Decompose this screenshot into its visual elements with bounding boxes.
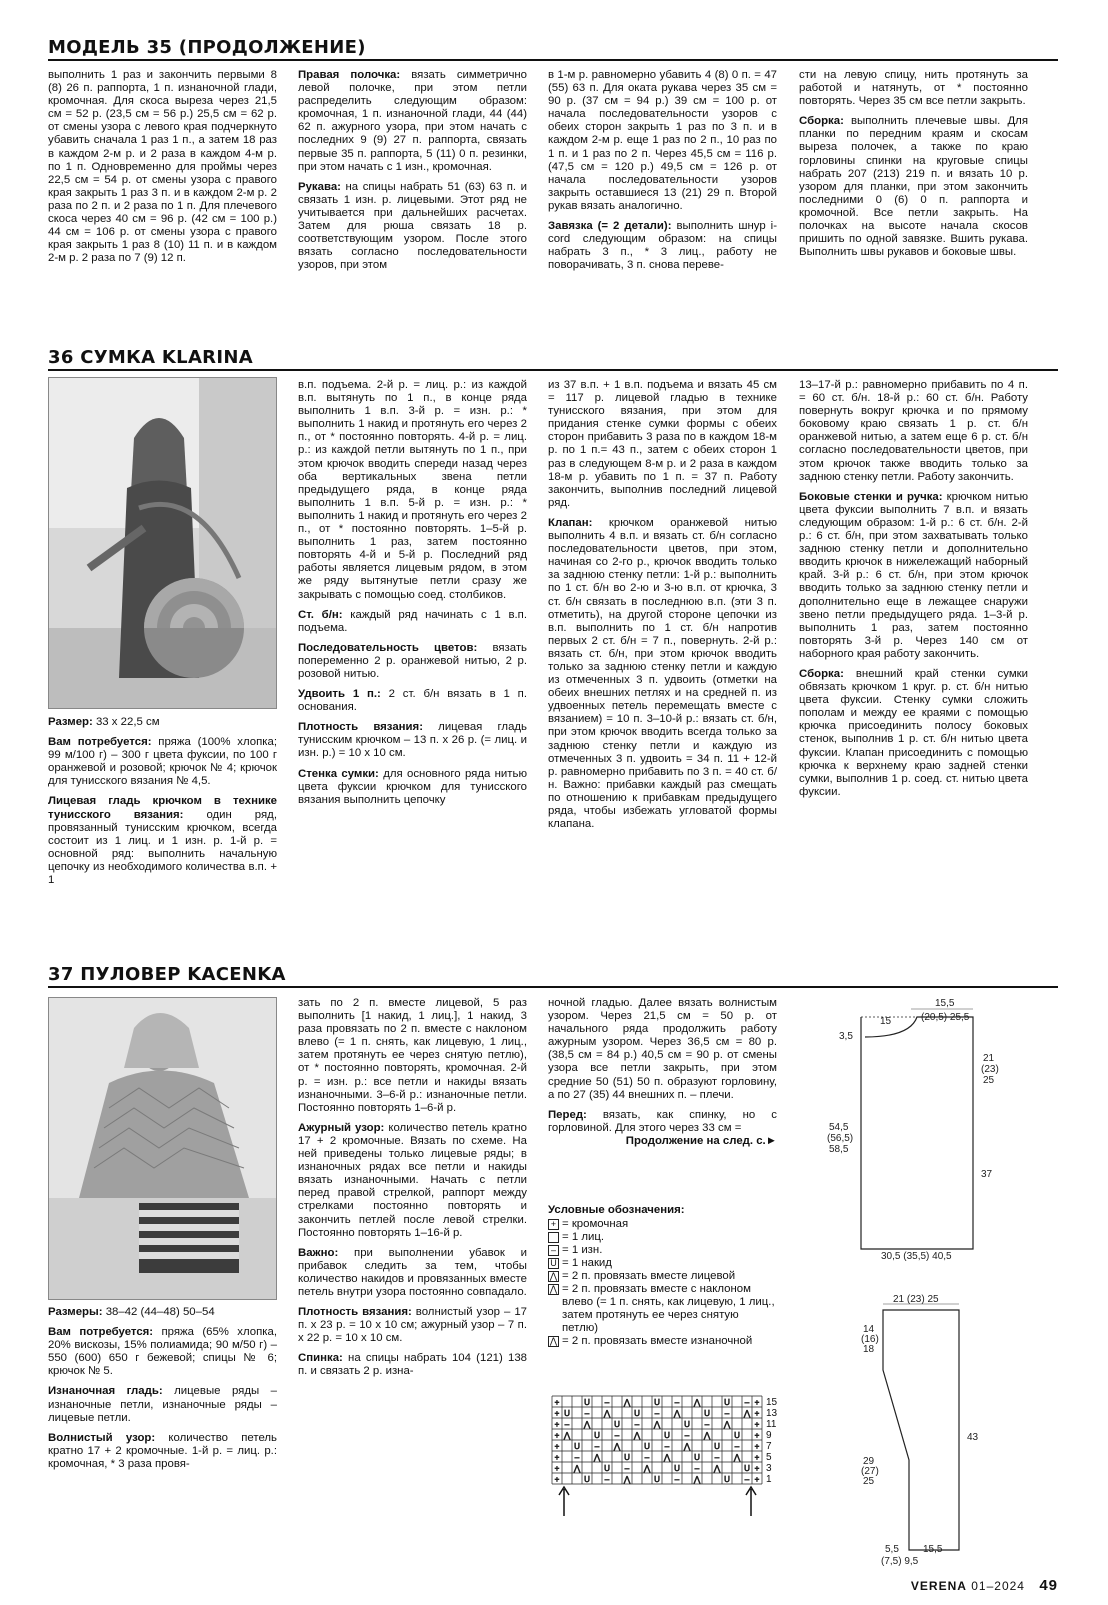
chart-cell-symbol: ⋀: [563, 1431, 571, 1440]
chart-cell-symbol: U: [604, 1464, 610, 1473]
dim-armhole-1: 21: [983, 1053, 995, 1064]
dim-cap-2: (16): [861, 1334, 879, 1345]
chart-cell-symbol: +: [754, 1453, 760, 1462]
chart-cell-symbol: ⋀: [623, 1475, 631, 1484]
s37-important-text: при выполнении убавок и прибавок следить за тем, чтобы количество накидов и провязанных вместе петель внутри узора постоянно совпадало.: [298, 1246, 527, 1298]
chart-cell-symbol: +: [754, 1431, 760, 1440]
legend-item-k2tog: [548, 1270, 777, 1283]
s36-size-heading: Размер:: [48, 716, 93, 728]
chart-cell-symbol: ⋀: [623, 1398, 631, 1407]
dim-body: 37: [981, 1169, 993, 1180]
chart-cell-symbol: –: [674, 1475, 680, 1484]
s36-materials-heading: Вам потребуется:: [48, 736, 152, 749]
dim-neck-depth: 3,5: [839, 1031, 853, 1042]
chart-cell-symbol: U: [694, 1453, 700, 1462]
chart-cell-symbol: –: [724, 1409, 730, 1418]
chart-cell-symbol: ⋀: [713, 1464, 721, 1473]
chart-cell-symbol: +: [754, 1442, 760, 1451]
s36-wall-continued: из 37 в.п. + 1 в.п. подъема и вязать 45 см = 117 р. лицевой гладью в технике тунисского вязания, при этом для придания стенке сумки формы с обеих сторон прибавить 3 раза по в каждом 18-м р. по 1 п.= 43 п., затем с обеих сторон 1 раз в следующем 8-м р. и 2 раза в каждом 18-м р. убавить по 1 п. = 37 п. Работу закончить, выполнив последний лицевой ряд.: [548, 379, 777, 509]
chart-row-label: 15: [766, 1397, 778, 1408]
p2tog-icon: ⋀: [549, 1336, 558, 1346]
chart-cell-symbol: –: [594, 1442, 600, 1451]
page-number: 49: [1039, 1577, 1058, 1594]
chart-legend: [548, 1204, 777, 1348]
chart-cell-symbol: U: [614, 1420, 620, 1429]
chart-cell-symbol: U: [734, 1431, 740, 1440]
s35-tie-text: выполнить шнур i-cord следующим образом: на спицы набрать 3 п., * 3 лиц., работу не поворачивать, 3 п. снова переве-: [548, 220, 777, 272]
s36-double-text: 2 ст. б/н вязать в 1 п. основания.: [298, 688, 527, 714]
chart-cell-symbol: –: [574, 1453, 580, 1462]
s36-double-heading: Удвоить 1 п.:: [298, 688, 381, 701]
s36-assembly-text: внешний край стенки сумки обвязать крючком 1 круг. р. ст. б/н нитью цвета фуксии. Стенку сумки сложить пополам и между ее краями с помощью крючка присоединить полосу боковых стенок, выполнив 1 р. ст. б/н нитью цвета фуксии. Клапан присоединить с помощью крючка к верхнему краю задней стенки сумки, выполнив 1 р. соед. ст. нитью цвета фуксии.: [799, 667, 1028, 798]
chart-cell-symbol: U: [684, 1420, 690, 1429]
bag-photo-illustration: [49, 378, 277, 709]
s37-important-heading: Важно:: [298, 1246, 339, 1259]
chart-cell-symbol: ⋀: [683, 1442, 691, 1451]
s37-front-text: вязать, как спинку, но с горловиной. Для этого через 33 см =: [548, 1108, 777, 1134]
legend-text: = 2 п. провязать вместе с наклоном влево (= 1 п. снять, как лицевую, 1 лиц., затем протянуть ее через снятую петлю): [562, 1283, 775, 1334]
pullover-model-photo: [48, 997, 277, 1300]
chart-row-label: 7: [766, 1441, 772, 1452]
section-rule: [48, 59, 1058, 61]
s36-assembly-heading: Сборка:: [799, 667, 844, 680]
chart-cell-symbol: +: [554, 1464, 560, 1473]
chart-cell-symbol: U: [594, 1431, 600, 1440]
s37-lace-text: количество петель кратно 17 + 2 кромочные. Вязать по схеме. На ней приведены только лицевые ряды; в изнаночных рядах все петли и накиды вязать изнаночными. Начать с петли перед правой стрелкой, раппорт между стрелками постоянно повторять и закончить петлей после левой стрелки. Постоянно повторять 1–16-й р.: [298, 1121, 527, 1239]
chart-cell-symbol: ⋀: [653, 1420, 661, 1429]
dim-lower-3: 25: [863, 1476, 875, 1487]
legend-text: = 1 лиц.: [562, 1231, 605, 1243]
legend-text: = 2 п. провязать вместе изнаночной: [562, 1335, 753, 1347]
chart-cell-symbol: U: [564, 1409, 570, 1418]
chart-cell-symbol: U: [674, 1464, 680, 1473]
s35-tie-continued: сти на левую спицу, нить протянуть за работой и натянуть, от * постоянно повторять. Через 35 см все петли закрыть.: [799, 69, 1028, 108]
chart-row-label: 13: [766, 1408, 778, 1419]
chart-cell-symbol: –: [584, 1409, 590, 1418]
dim-shoulder-sizes: (20,5) 25,5: [921, 1012, 970, 1023]
chart-cell-symbol: ⋀: [573, 1464, 581, 1473]
dim-cuff-3: (7,5) 9,5: [881, 1556, 919, 1567]
section-title-pullover-kacenka: 37 ПУЛОВЕР KACENKA: [48, 964, 286, 985]
s37-reverse-stst-heading: Изнаночная гладь:: [48, 1385, 163, 1398]
s37-lace-heading: Ажурный узор:: [298, 1121, 385, 1134]
s37-column-3: [548, 997, 777, 1195]
chart-cell-symbol: ⋀: [593, 1453, 601, 1462]
legend-text: = 2 п. провязать вместе лицевой: [562, 1270, 736, 1282]
chart-cell-symbol: –: [654, 1409, 660, 1418]
chart-cell-symbol: ⋀: [673, 1409, 681, 1418]
s35-sleeves-text: на спицы набрать 51 (63) 63 п. и связать 1 изн. р. лицевыми. Этот ряд не учитывается при дальнейших расчетах. Затем для рюша связать 18 р. соответствующим узором. После этого вязать согласно последовательности узоров, при этом: [298, 180, 527, 272]
s35-right-front-heading: Правая полочка:: [298, 69, 401, 81]
s36-flap-continued: 13–17-й р.: равномерно прибавить по 4 п. = 60 ст. б/н. 18-й р.: 60 ст. б/н. Работу повернуть вокруг крючка и по прямому боковому краю связать 1 р. ст. б/н оранжевой нитью, а затем еще 6 р. ст. б/н согласно последовательности цветов, при этом крючок также вводить только за заднюю стенку петли. Работу закончить.: [799, 379, 1028, 483]
ssk-icon: ⋀: [549, 1284, 558, 1294]
chart-cell-symbol: +: [754, 1464, 760, 1473]
dim-sleeve-length: 43: [967, 1432, 979, 1443]
s36-flap-text: крючком оранжевой нитью выполнить 4 в.п. и вязать ст. б/н согласно последовательности цветов, при этом, начиная со 2-го р., крючок вводить только за заднюю стенку петли: 1-й р.: выполнить по 1 ст. б/н во 2-ю и 3-ю в.п. от крючка, 3 ст. б/н связать в последнюю в.п. (эти 3 п. отметить), на другой стороне цепочки из в.п. выполнить по 1 ст. б/н напротив первых 2 ст. б/н = 7 п., повернуть. 2-й р.: вязать ст. б/н, при этом крючок вводить только за заднюю стенку петли и каждую из отмеченных 3 п. удвоить (отметки на обеих внешних петлях и на средней п. из удвоенных петель перемещать вместе с вязанием) = 10 п. 3–10-й р.: вязать ст. б/н, при этом крючок вводить всегда только за заднюю стенку петли и каждую из отмеченных 3 п. удвоить = 34 п. 11 + 12-й р. равномерно прибавить по 3 п. = 40 ст. б/н. Важно: прибавки каждый раз смещать по отношению к прибавкам предыдущего ряда, чтобы избежать угловатой формы клапана.: [548, 516, 777, 831]
s37-materials-text: пряжа (65% хлопка, 20% вискозы, 15% полиамида; 90 м/50 г) – 550 (600) 650 г бежевой; спицы № 6; крючок № 5.: [48, 1326, 277, 1378]
lace-pattern-chart: [548, 1393, 788, 1518]
chart-cell-symbol: –: [744, 1398, 750, 1407]
chart-cell-symbol: –: [704, 1420, 710, 1429]
s35-sleeves-continued: в 1-м р. равномерно убавить 4 (8) 0 п. = 47 (55) 63 п. Для оката рукава через 35 см = 90 р. (37 см = 94 р.) 39 см = 100 р. от начала последовательности узоров с обеих сторон закрыть 1 раз по 3 п. и в каждом 2-м р. еще 1 раз по 2 п., 10 раз по 1 п. и 1 раз по 2 п. Через 45,5 см = 116 р. (47,5 см = 120 р.) 49,5 см = 126 р. от начала последовательности узоров закрыть оставшиеся 13 (21) 29 п. Второй рукав вязать аналогично.: [548, 69, 777, 212]
legend-item-knit: [548, 1231, 777, 1244]
chart-row-label: 9: [766, 1430, 772, 1441]
s36-colors-text: вязать попеременно 2 р. оранжевой нитью, 2 р. розовой нитью.: [298, 641, 527, 680]
chart-cell-symbol: –: [604, 1398, 610, 1407]
s37-wave-heading: Волнистый узор:: [48, 1431, 156, 1444]
dim-length-2: (56,5): [827, 1133, 854, 1144]
sleeve-schematic: [825, 1280, 1025, 1570]
chart-cell-symbol: ⋀: [583, 1420, 591, 1429]
s37-sizes-text: 38–42 (44–48) 50–54: [102, 1306, 215, 1318]
section-title-bag-klarina: 36 СУМКА KLARINA: [48, 347, 253, 368]
chart-end-arrow-icon: [746, 1487, 756, 1516]
s37-wave-text: количество петель кратно 17 + 2 кромочные. 1-й р. = лиц. р.: кромочная, * 3 раза провя-: [48, 1431, 277, 1470]
dim-length-3: 58,5: [829, 1144, 849, 1155]
dim-cuff-2: 15,5: [923, 1544, 943, 1555]
dim-armhole-2: (23): [981, 1064, 999, 1075]
s37-sizes-heading: Размеры:: [48, 1306, 103, 1318]
chart-row-label: 5: [766, 1452, 772, 1463]
chart-cell-symbol: U: [654, 1398, 660, 1407]
s36-column-2: [298, 379, 527, 944]
s37-column-1: [48, 1306, 277, 1568]
chart-cell-symbol: U: [584, 1475, 590, 1484]
chart-cell-symbol: U: [714, 1442, 720, 1451]
s37-back-continued: ночной гладью. Далее вязать волнистым узором. Через 21,5 см = 50 р. от начального ряда продолжить работу ажурным узором. Через 36,5 см = 80 р. (38,5 см = 84 р.) 40,5 см = 90 р. от смены узора все петли закрыть, при этом средние 50 (51) 50 п. образуют горловину, а по 27 (35) 44 внешних п. – плечи.: [548, 997, 777, 1101]
dim-lower-2: (27): [861, 1466, 879, 1477]
section-title-model-35: МОДЕЛЬ 35 (ПРОДОЛЖЕНИЕ): [48, 37, 366, 58]
legend-text: = 1 изн.: [562, 1244, 603, 1256]
chart-cell-symbol: –: [644, 1453, 650, 1462]
section-rule: [48, 986, 1058, 988]
chart-cell-symbol: +: [554, 1420, 560, 1429]
dim-neck: 15: [880, 1016, 892, 1027]
s35-assembly-heading: Сборка:: [799, 115, 844, 128]
s36-sc-text: каждый ряд начинать с 1 в.п. подъема.: [298, 608, 527, 634]
chart-row-label: 3: [766, 1463, 772, 1474]
yarn-over-icon: U: [548, 1258, 559, 1269]
legend-title: Условные обозначения:: [548, 1204, 685, 1216]
chart-cell-symbol: +: [554, 1442, 560, 1451]
chart-cell-symbol: U: [724, 1398, 730, 1407]
s36-colors-heading: Последовательность цветов:: [298, 641, 478, 654]
s35-text: выполнить 1 раз и закончить первыми 8 (8) 26 п. раппорта, 1 п. изнаночной глади, кромочная. Для скоса выреза через 21,5 см = 52 р. (23,5 см = 56 р.) 25,5 см = 62 р. от смены узора с левого края подчеркнуто убавить сначала 1 раз 1 п., а затем 18 раз в каждом 2-м р. и 2 раза в каждом 4-м р. по 1 п. Одновременно для проймы через 22,5 см = 54 р. от смены узора с правого края закрыть 1 раз 3 п. и в каждом 2-м р. 2 раза по 2 п. и 2 раза по 1 п. Для плечевого скоса через 40 см = 96 р. (42 см = 100 р.) 44 см = 106 р. от смены узора с правого края закрыть 1 раз 8 (10) 11 п. и в каждом 2-м р. 2 раза по 7 (9) 12 п.: [48, 69, 277, 265]
chart-cell-symbol: +: [554, 1431, 560, 1440]
s36-tunisian-heading: Лицевая гладь крючком в технике тунисского вязания:: [48, 795, 277, 821]
pullover-photo-illustration: [49, 998, 277, 1300]
section-rule: [48, 369, 1058, 371]
s35-column-1: [48, 69, 277, 331]
legend-item-p2tog: [548, 1335, 777, 1348]
chart-cell-symbol: +: [554, 1475, 560, 1484]
chart-cell-symbol: +: [554, 1453, 560, 1462]
chart-cell-symbol: U: [634, 1409, 640, 1418]
s36-tunisian-text: один ряд, провязанный тунисским крючком, всегда состоит из 1 лиц. и 1 изн. р. 1-й р. = основной ряд: выполнить начальную цепочку из необходимого количества в.п. + 1: [48, 808, 277, 887]
chart-cell-symbol: +: [554, 1409, 560, 1418]
knit-stitch-icon: [548, 1232, 559, 1243]
chart-cell-symbol: ⋀: [723, 1420, 731, 1429]
chart-cell-symbol: +: [554, 1398, 560, 1407]
chart-cell-symbol: +: [754, 1420, 760, 1429]
chart-cell-symbol: U: [574, 1442, 580, 1451]
dim-shoulder: 15,5: [935, 998, 955, 1009]
s37-back-text: на спицы набрать 104 (121) 138 п. и связать 2 р. изна-: [298, 1352, 527, 1378]
s36-gauge-heading: Плотность вязания:: [298, 721, 423, 734]
page-footer: [911, 1577, 1058, 1594]
chart-cell-symbol: ⋀: [743, 1409, 751, 1418]
s35-column-3: [548, 69, 777, 331]
chart-cell-symbol: ⋀: [663, 1453, 671, 1462]
s35-tie-heading: Завязка (= 2 детали):: [548, 220, 672, 233]
chart-cell-symbol: ⋀: [643, 1464, 651, 1473]
s35-column-4: [799, 69, 1028, 331]
k2tog-icon: ⋀: [549, 1271, 558, 1281]
s35-assembly-text: выполнить плечевые швы. Для планки по передним краям и скосам выреза полочек, а также по краю горловины спинки на круговые спицы набрать 207 (213) 219 п. и вязать 10 р. узором для планки, при этом закончить последними 0 (6) 0 п. раппорта и кромочной. Все петли закрыть. На полочках на высоте начала скосов пришить по одной завязке. Вшить рукава. Выполнить швы рукавов и боковые швы.: [799, 115, 1028, 259]
chart-row-label: 1: [766, 1474, 772, 1485]
chart-cell-symbol: –: [624, 1464, 630, 1473]
chart-cell-symbol: U: [584, 1398, 590, 1407]
chart-row-label: 11: [766, 1419, 777, 1430]
s36-flap-heading: Клапан:: [548, 516, 593, 529]
magazine-name: VERENA: [910, 1579, 967, 1593]
chart-cell-symbol: –: [664, 1442, 670, 1451]
s36-tunisian-continued: в.п. подъема. 2-й р. = лиц. р.: из каждой в.п. вытянуть по 1 п., в конце ряда выполнить 1 в.п. 3-й р. = изн. р.: * выполнить 1 накид и протянуть его через 2 п., от * постоянно повторять. 4-й р. = лиц. р.: из каждой петли вытянуть по 1 п., при этом крючок вводить спереди назад через оба вертикальных звена петли предыдущего ряда, в конце ряда выполнить 1 в.п. 5-й р. = изн. р.: * выполнить 1 накид и протянуть его через 2 п., от * постоянно повторять. 1–5-й р. выполнить 1 раз, затем постоянно повторять 4-й и 5-й р. Последний ряд работы является лицевым рядом, в этом же ряду вытянутые петли сразу же закрывать с помощью соед. столбиков.: [298, 379, 527, 601]
s36-column-3: [548, 379, 777, 944]
s37-column-2: [298, 997, 527, 1569]
chart-cell-symbol: U: [654, 1475, 660, 1484]
s37-wave-continued: зать по 2 п. вместе лицевой, 5 раз выполнить [1 накид, 1 лиц.], 1 накид, 3 раза провязать по 2 п. вместе с наклоном влево (= 1 п. снять, как лицевую, 1 лиц., затем протянуть ее через снятую петлю), от * постоянно повторять, кромочная. 2-й р. = изн. р.: все петли и накиды вязать изнаночными. 3–6-й р.: изнаночные петли. Постоянно повторять 1–6-й р.: [298, 997, 527, 1114]
edge-stitch-icon: +: [548, 1219, 559, 1230]
s36-materials-text: пряжа (100% хлопка; 99 м/100 г) – 300 г цвета фуксии, по 100 г оранжевой и розовой; крючок № 4; крючок для тунисского вязания № 4,5.: [48, 736, 277, 788]
dim-cuff-1: 5,5: [885, 1544, 899, 1555]
chart-cell-symbol: –: [614, 1431, 620, 1440]
chart-cell-symbol: U: [744, 1464, 750, 1473]
s36-side-text: крючком нитью цвета фуксии выполнить 7 в.п. и вязать следующим образом: 1-й р.: 6 ст. б/н. 2-й р.: 6 ст. б/н, при этом захватывать только заднюю стенку петли и дополнительно вводить крючок в нижележащий наборный край. 3-й р.: 6 ст. б/н, при этом крючок вводить только за заднюю стенку петли и дополнительно еще в лежащее снаружи звено петли предыдущего ряда. 1–3-й р. выполнить 1 раз, затем постоянно повторять 3-й р. Через 140 см от наборного края работу закончить.: [799, 490, 1028, 660]
back-schematic: [825, 997, 1025, 1262]
chart-cell-symbol: ⋀: [603, 1409, 611, 1418]
s37-front-heading: Перед:: [548, 1108, 587, 1121]
chart-cell-symbol: ⋀: [693, 1475, 701, 1484]
dim-cap-3: 18: [863, 1344, 875, 1355]
s36-wall-heading: Стенка сумки:: [298, 767, 379, 780]
dim-lower-1: 29: [863, 1456, 875, 1467]
s36-sc-heading: Ст. б/н:: [298, 608, 343, 621]
chart-cell-symbol: +: [754, 1398, 760, 1407]
chart-cell-symbol: +: [754, 1475, 760, 1484]
s36-column-1: [48, 716, 277, 944]
s37-materials-heading: Вам потребуется:: [48, 1326, 154, 1339]
s37-gauge-heading: Плотность вязания:: [298, 1306, 412, 1319]
chart-cell-symbol: U: [724, 1475, 730, 1484]
chart-cell-symbol: –: [684, 1431, 690, 1440]
legend-item-ssk: [548, 1283, 777, 1335]
s37-reverse-stst-text: лицевые ряды – изнаночные петли, изнаночные ряды – лицевые петли.: [48, 1385, 277, 1424]
s37-back-heading: Спинка:: [298, 1352, 343, 1365]
s36-wall-text: для основного ряда нитью цвета фуксии крючком для тунисского вязания выполнить цепочку: [298, 767, 527, 806]
chart-cell-symbol: +: [754, 1409, 760, 1418]
chart-cell-symbol: –: [734, 1442, 740, 1451]
legend-item-purl: [548, 1244, 777, 1257]
chart-cell-symbol: U: [704, 1409, 710, 1418]
s35-sleeves-heading: Рукава:: [298, 180, 341, 193]
chart-cell-symbol: ⋀: [633, 1431, 641, 1440]
chart-cell-symbol: –: [714, 1453, 720, 1462]
chart-cell-symbol: ⋀: [733, 1453, 741, 1462]
dim-cap-1: 14: [863, 1324, 875, 1335]
chart-start-arrow-icon: [559, 1487, 569, 1516]
legend-item-edge: [548, 1218, 777, 1231]
s36-column-4: [799, 379, 1028, 944]
chart-cell-symbol: –: [604, 1475, 610, 1484]
continued-next-page: Продолжение на след. с.►: [625, 1134, 777, 1147]
s35-column-2: [298, 69, 527, 331]
chart-cell-symbol: U: [624, 1453, 630, 1462]
chart-cell-symbol: U: [644, 1442, 650, 1451]
chart-cell-symbol: U: [664, 1431, 670, 1440]
chart-cell-symbol: ⋀: [693, 1398, 701, 1407]
dim-length-1: 54,5: [829, 1122, 849, 1133]
dim-width: 30,5 (35,5) 40,5: [881, 1251, 952, 1262]
s36-gauge-text: лицевая гладь тунисским крючком – 13 п. х 26 р. (= лиц. и изн. р.) = 10 х 10 см.: [298, 721, 527, 760]
issue-number: 01–2024: [971, 1579, 1025, 1593]
legend-item-yarnover: [548, 1257, 777, 1270]
legend-text: = 1 накид: [562, 1257, 612, 1269]
s37-gauge-text: волнистый узор – 17 п. х 23 р. = 10 х 10 см; ажурный узор – 7 п. х 22 р. = 10 х 10 см.: [298, 1306, 527, 1345]
s36-side-heading: Боковые стенки и ручка:: [799, 490, 943, 503]
s35-right-front-text: вязать симметрично левой полочке, при этом петли распределить следующим образом: кромочная, 1 п. изнаночной глади, 44 (44) 62 п. ажурного узора, при этом начать с последних 9 (9) 27 п. раппорта, связать первые 35 п. раппорта, 5 (11) 0 п. резинки, при этом начать с 1 изн., кромочная.: [298, 69, 527, 173]
chart-cell-symbol: ⋀: [613, 1442, 621, 1451]
chart-cell-symbol: –: [744, 1475, 750, 1484]
chart-cell-symbol: –: [634, 1420, 640, 1429]
chart-cell-symbol: –: [564, 1420, 570, 1429]
legend-text: = кромочная: [562, 1218, 629, 1230]
purl-stitch-icon: –: [548, 1245, 559, 1256]
dim-sleeve-top: 21 (23) 25: [893, 1294, 939, 1305]
dim-armhole-3: 25: [983, 1075, 995, 1086]
chart-cell-symbol: –: [694, 1464, 700, 1473]
s36-size-text: 33 х 22,5 см: [92, 716, 160, 728]
chart-cell-symbol: –: [674, 1398, 680, 1407]
bag-model-photo: [48, 377, 277, 709]
chart-cell-symbol: ⋀: [703, 1431, 711, 1440]
